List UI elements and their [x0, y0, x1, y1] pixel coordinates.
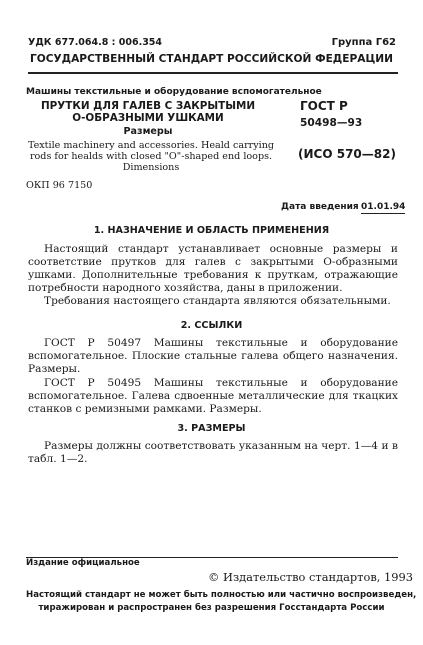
- reproduction-notice-2: тиражирован и распространен без разрешения Госстандарта России: [38, 603, 385, 613]
- english-title-3: Dimensions: [122, 162, 180, 173]
- title-line-2: О-ОБРАЗНЫМИ УШКАМИ: [72, 112, 224, 124]
- official-edition: Издание официальное: [26, 558, 140, 568]
- subtitle: Размеры: [123, 126, 173, 137]
- intro-date-value: 01.01.94: [361, 202, 406, 212]
- copyright: © Издательство стандартов, 1993: [208, 570, 413, 584]
- gost-number: 50498—93: [300, 117, 363, 129]
- iso-reference: (ИСО 570—82): [298, 147, 396, 161]
- section-2-paragraph-1: ГОСТ Р 50497 Машины текстильные и оборудование вспомогательное. Плоские стальные галева общего назначения. Размеры.: [28, 337, 398, 375]
- english-title-2: rods for healds with closed "O"-shaped end loops.: [29, 151, 273, 162]
- category-line: Машины текстильные и оборудование вспомогательное: [26, 87, 322, 97]
- intro-date-label: Дата введения: [281, 202, 359, 212]
- section-2-paragraph-2: ГОСТ Р 50495 Машины текстильные и оборудование вспомогательное. Галева сдвоенные металлические для ткацких станков с ремизными рамками. Размеры.: [28, 377, 398, 415]
- english-title-1: Textile machinery and accessories. Heald carrying: [27, 140, 275, 151]
- section-2-heading: 2. ССЫЛКИ: [180, 320, 243, 331]
- section-1-paragraph-2: Требования настоящего стандарта являются обязательными.: [44, 295, 391, 307]
- section-3-paragraph-1: Размеры должны соответствовать указанным на черт. 1—4 и в табл. 1—2.: [28, 440, 398, 465]
- okp-code: ОКП 96 7150: [26, 180, 93, 191]
- reproduction-notice-1: Настоящий стандарт не может быть полностью или частично воспроизведен,: [26, 590, 417, 600]
- title-line-1: ПРУТКИ ДЛЯ ГАЛЕВ С ЗАКРЫТЫМИ: [40, 100, 256, 112]
- section-1-heading: 1. НАЗНАЧЕНИЕ И ОБЛАСТЬ ПРИМЕНЕНИЯ: [93, 225, 330, 236]
- udk-code: УДК 677.064.8 : 006.354: [28, 37, 163, 48]
- section-1-paragraph-1: Настоящий стандарт устанавливает основные размеры и соответствие прутков для галев с закрытыми О-образными ушками. Дополнительные требования к пруткам, отражающие потребности народного хозяйства, даны в приложении.: [28, 243, 398, 294]
- gost-label: ГОСТ Р: [300, 99, 348, 113]
- section-3-heading: 3. РАЗМЕРЫ: [177, 423, 246, 434]
- header-rule: [28, 72, 398, 74]
- group-code: Группа Г62: [331, 37, 396, 48]
- standard-title: ГОСУДАРСТВЕННЫЙ СТАНДАРТ РОССИЙСКОЙ ФЕДЕРАЦИИ: [29, 53, 394, 65]
